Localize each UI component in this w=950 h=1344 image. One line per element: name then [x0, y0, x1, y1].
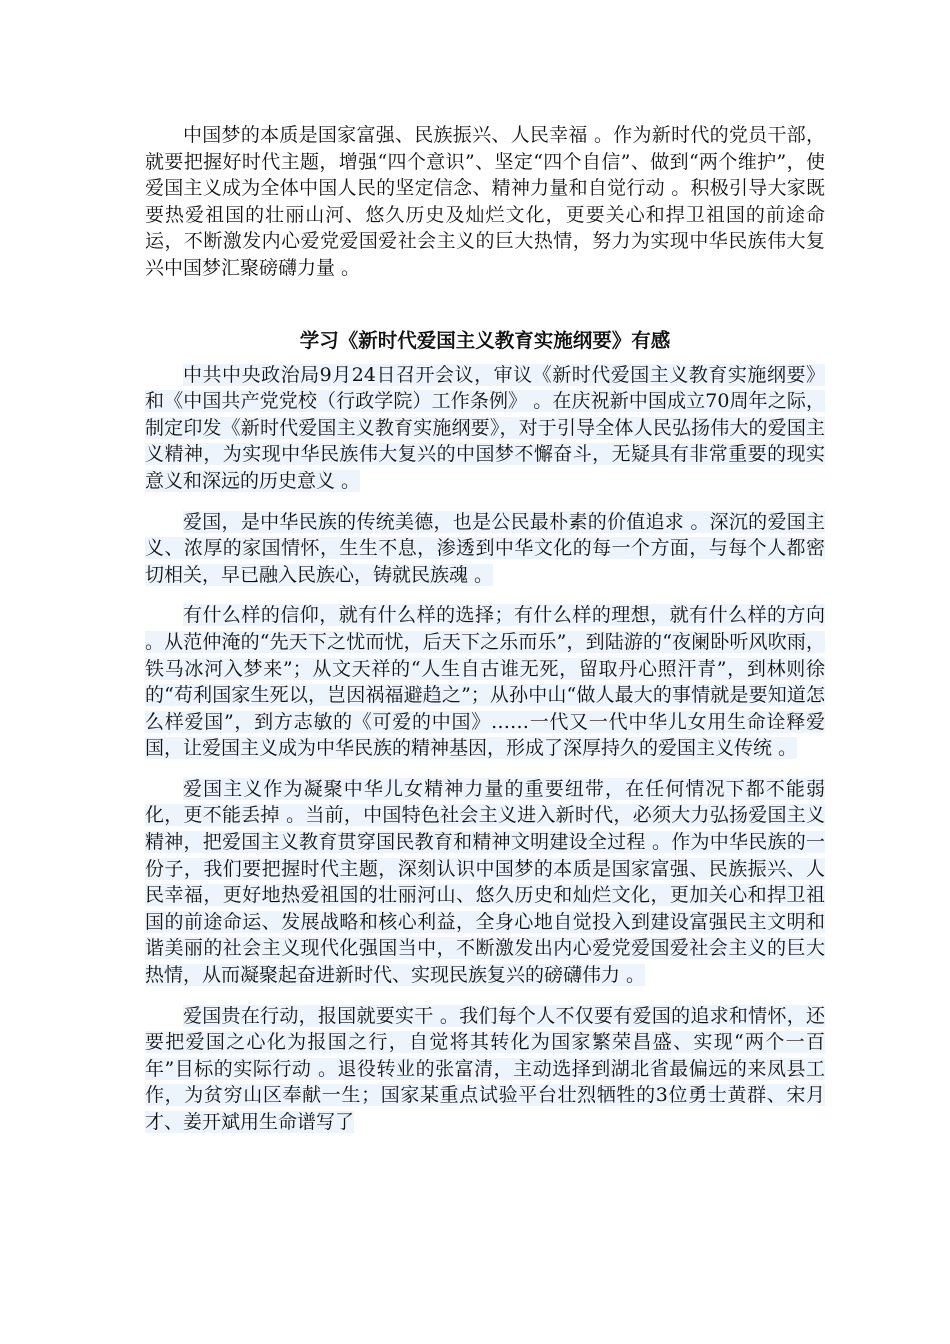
article-title: 学习《新时代爱国主义教育实施纲要》有感	[299, 328, 671, 352]
paragraph-text: 爱国，是中华民族的传统美德，也是公民最朴素的价值追求 。深沉的爱国主义、浓厚的家国情怀，生生不息，渗透到中华文化的每一个方面，与每个人都密切相关，早已融入民族心，铸就民族魂 。	[145, 510, 825, 586]
paragraph-text: 中共中央政治局9月24日召开会议，审议《新时代爱国主义教育实施纲要》和《中国共产党党校（行政学院）工作条例》 。在庆祝新中国成立70周年之际，制定印发《新时代爱国主义教育实施纲要》，对于引导全体人民弘扬伟大的爱国主义精神，为实现中华民族伟大复兴的中国梦不懈奋斗，无疑具有非常重要的现实意义和深远的历史意义 。	[145, 363, 825, 492]
paragraph-text: 爱国主义作为凝聚中华儿女精神力量的重要纽带，在任何情况下都不能弱化，更不能丢掉 。当前，中国特色社会主义进入新时代，必须大力弘扬爱国主义精神，把爱国主义教育贯穿国民教育和精神文明建设全过程 。作为中华民族的一份子，我们要把握时代主题，深刻认识中国梦的本质是国家富强、民族振兴、人民幸福，更好地热爱祖国的壮丽河山、悠久历史和灿烂文化，更加关心和捍卫祖国的前途命运、发展战略和核心利益，全身心地自觉投入到建设富强民主文明和谐美丽的社会主义现代化强国当中，不断激发出内心爱党爱国爱社会主义的巨大热情，从而凝聚起奋进新时代、实现民族复兴的磅礴伟力 。	[145, 777, 825, 987]
article-paragraph-2	[145, 509, 825, 589]
article-paragraph-4	[145, 776, 825, 989]
paragraph-text: 爱国贵在行动，报国就要实干 。我们每个人不仅要有爱国的追求和情怀，还要把爱国之心化为报国之行，自觉将其转化为国家繁荣昌盛、实现“两个一百年”目标的实际行动 。退役转业的张富清，主动选择到湖北省最偏远的来凤县工作，为贫穷山区奉献一生；国家某重点试验平台壮烈牺牲的3位勇士黄群、宋月才、姜开斌用生命谱写了	[145, 1004, 825, 1133]
document-page	[145, 122, 825, 1150]
intro-paragraph: 中国梦的本质是国家富强、民族振兴、人民幸福 。作为新时代的党员干部，就要把握好时代主题，增强“四个意识”、坚定“四个自信”、做到“两个维护”，使爱国主义成为全体中国人民的坚定信念、精神力量和自觉行动 。积极引导大家既要热爱祖国的壮丽山河、悠久历史及灿烂文化，更要关心和捍卫祖国的前途命运，不断激发内心爱党爱国爱社会主义的巨大热情，努力为实现中华民族伟大复兴中国梦汇聚磅礴力量 。	[145, 124, 825, 279]
paragraph-text: 有什么样的信仰，就有什么样的选择；有什么样的理想，就有什么样的方向 。从范仲淹的“先天下之忧而忧，后天下之乐而乐”，到陆游的“夜阑卧听风吹雨，铁马冰河入梦来”；从文天祥的“人生自古谁无死，留取丹心照汗青”，到林则徐的“苟利国家生死以，岂因祸福避趋之”；从孙中山“做人最大的事情就是要知道怎么样爱国”，到方志敏的《可爱的中国》……一代又一代中华儿女用生命诠释爱国，让爱国主义成为中华民族的精神基因，形成了深厚持久的爱国主义传统 。	[145, 604, 825, 760]
article-paragraph-1	[145, 362, 825, 495]
article-paragraph-3	[145, 602, 825, 762]
section-spacer	[145, 296, 825, 328]
article-paragraph-5	[145, 1003, 825, 1136]
